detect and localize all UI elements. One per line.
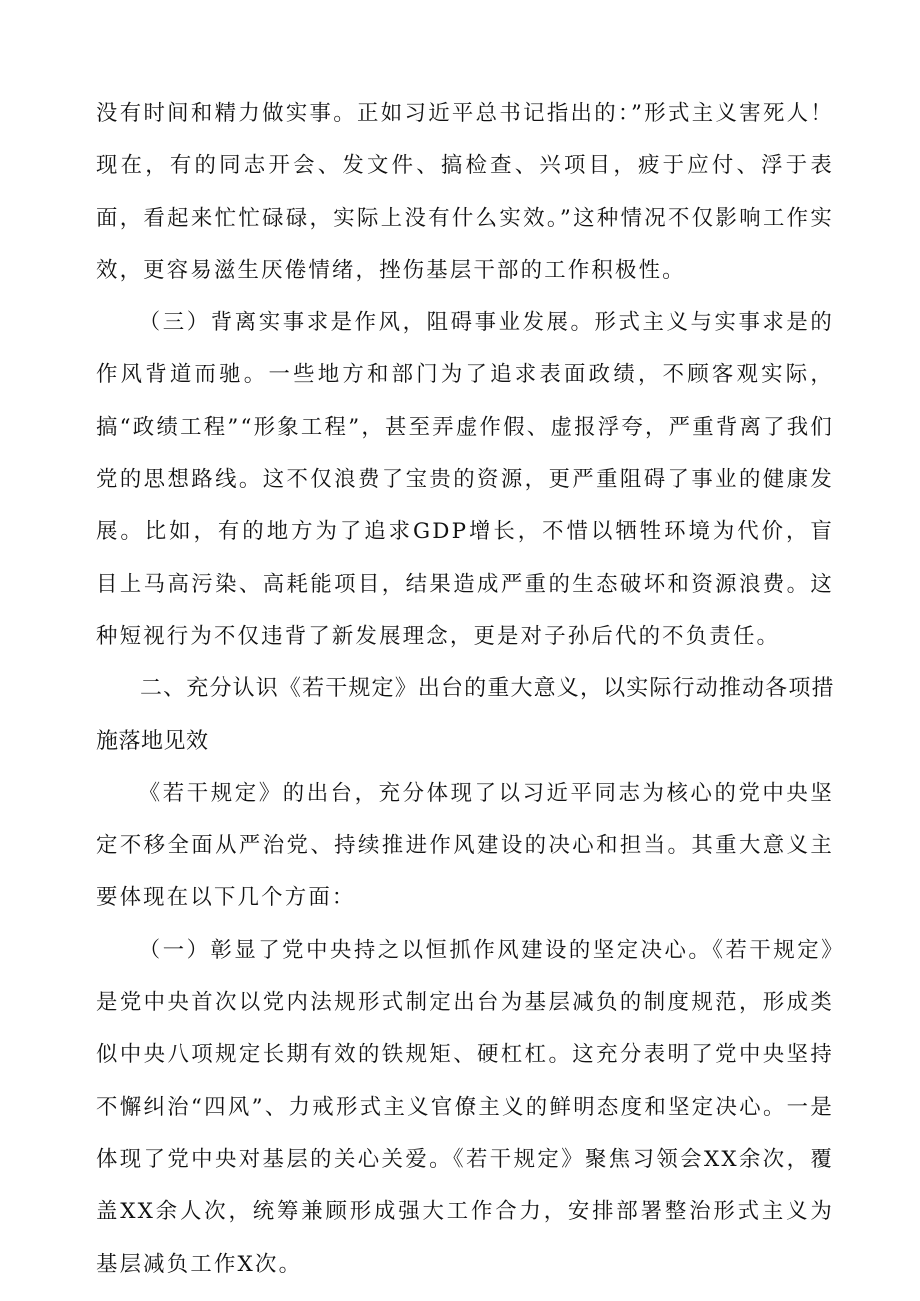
paragraph-significance-intro: 《若干规定》的出台，充分体现了以习近平同志为核心的党中央坚定不移全面从严治党、持续推进作风建设的决心和担当。其重大意义主要体现在以下几个方面： <box>96 780 834 911</box>
document-page <box>96 88 834 1291</box>
section-heading-two: 二、充分认识《若干规定》出台的重大意义，以实际行动推动各项措施落地见效 <box>96 676 834 754</box>
paragraph-continuation: 没有时间和精力做实事。正如习近平总书记指出的：”形式主义害死人！现在，有的同志开会、发文件、搞检查、兴项目，疲于应付、浮于表面，看起来忙忙碌碌，实际上没有什么实效。”这种情况不仅影响工作实效，更容易滋生厌倦情绪，挫伤基层干部的工作积极性。 <box>96 101 834 283</box>
paragraph-point-one: （一）彰显了党中央持之以恒抓作风建设的坚定决心。《若干规定》是党中央首次以党内法规形式制定出台为基层减负的制度规范，形成类似中央八项规定长期有效的铁规矩、硬杠杠。这充分表明了党中央坚持不懈纠治“四风”、力戒形式主义官僚主义的鲜明态度和坚定决心。一是体现了党中央对基层的关心关爱。《若干规定》聚焦习领会XX余次，覆盖XX余人次，统筹兼顾形成强大工作合力，安排部署整治形式主义为基层减负工作X次。 <box>96 937 834 1277</box>
paragraph-section-three: （三）背离实事求是作风，阻碍事业发展。形式主义与实事求是的作风背道而驰。一些地方和部门为了追求表面政绩，不顾客观实际，搞“政绩工程”“形象工程”，甚至弄虚作假、虚报浮夸，严重背离了我们党的思想路线。这不仅浪费了宝贵的资源，更严重阻碍了事业的健康发展。比如，有的地方为了追求GDP增长，不惜以牺牲环境为代价，盲目上马高污染、高耗能项目，结果造成严重的生态破坏和资源浪费。这种短视行为不仅违背了新发展理念，更是对子孙后代的不负责任。 <box>96 310 834 649</box>
